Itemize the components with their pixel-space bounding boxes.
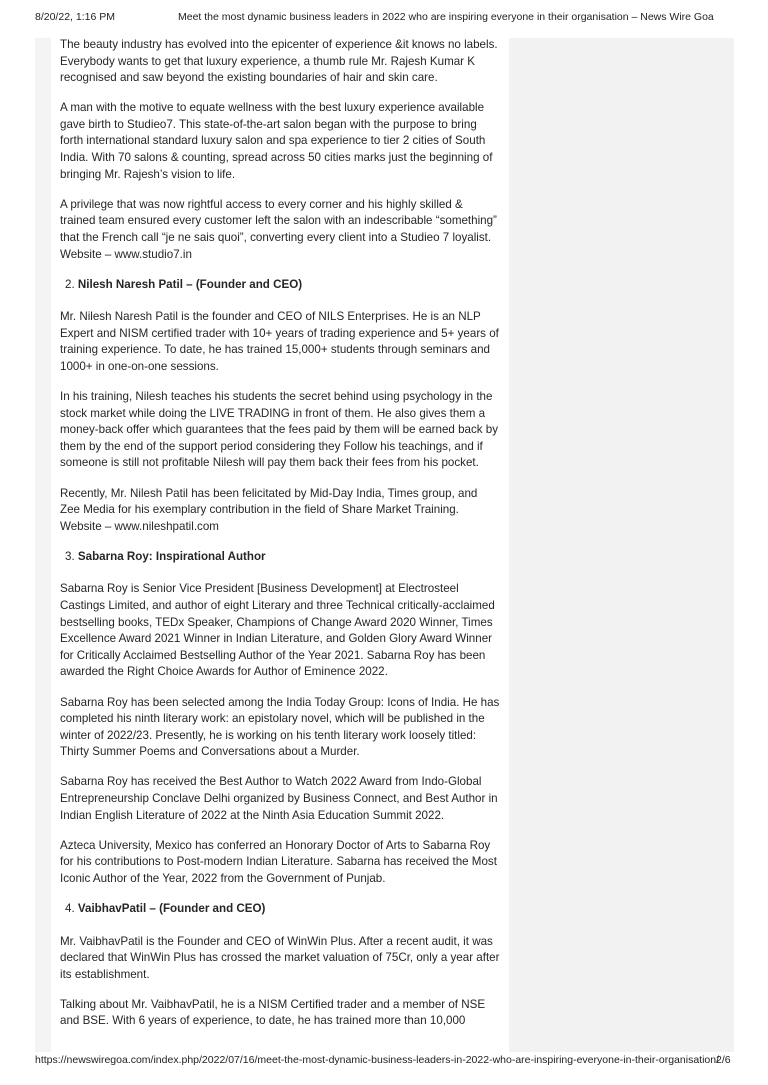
- paragraph: A privilege that was now rightful access to every corner and his highly skilled & trained team ensured every customer left the salon with an indescribable “something” that the French call “je ne sais quoi”, converting every client into a Studieo 7 loyalist. Website – www.studio7.in: [60, 197, 497, 261]
- paragraph: In his training, Nilesh teaches his students the secret behind using psychology in the stock market while doing the LIVE TRADING in front of them. He also gives them a money-back offer which guarantees that the fees paid by them will be earned back by them by the end of the support period considering they Follow his teachings, and if someone is still not profitable Nilesh will pay them back their fees from his pocket.: [60, 390, 499, 470]
- section-heading: [60, 549, 500, 566]
- paragraph: A man with the motive to equate wellness with the best luxury experience available gave birth to Studieo7. This state-of-the-art salon began with the purpose to bring forth international standard luxury salon and spa experience to tier 2 cities of South India. With 70 salons & counting, spread across 50 cities marks just the beginning of bringing Mr. Rajesh’s vision to life.: [60, 101, 493, 181]
- paragraph: The beauty industry has evolved into the epicenter of experience &it knows no labels. Everybody wants to get that luxury experience, a thumb rule Mr. Rajesh Kumar K recognised and saw beyond the existing boundaries of hair and skin care.: [60, 38, 498, 85]
- section-title: Nilesh Naresh Patil – (Founder and CEO): [77, 277, 303, 291]
- paragraph: Sabarna Roy has received the Best Author to Watch 2022 Award from Indo-Global Entrepreneurship Conclave Delhi organized by Business Connect, and Best Author in Indian English Literature of 2022 at the Ninth Asia Education Summit 2022.: [60, 775, 498, 822]
- paragraph: Sabarna Roy has been selected among the India Today Group: Icons of India. He has completed his ninth literary work: an epistolary novel, which will be published in the winter of 2022/23. Presently, he is working on his tenth literary work loosely titled: Thirty Summer Poems and Conversations about a Murder.: [60, 695, 500, 759]
- print-datetime: 8/20/22, 1:16 PM: [35, 11, 115, 23]
- section-number: 4.: [65, 901, 75, 915]
- article-body: [60, 37, 500, 1044]
- paragraph: Sabarna Roy is Senior Vice President [Business Development] at Electrosteel Castings Limited, and author of eight Literary and three Technical critically-acclaimed bestselling books, TEDx Speaker, Champions of Change Award 2020 Winner, Times Excellence Award 2021 Winner in Indian Literature, and Golden Glory Award Winner for Critically Acclaimed Bestselling Author of the Year 2021. Sabarna Roy has been awarded the Right Choice Awards for Author of Eminence 2022.: [60, 582, 495, 679]
- paragraph: Mr. VaibhavPatil is the Founder and CEO of WinWin Plus. After a recent audit, it was declared that WinWin Plus has crossed the market valuation of 75Cr, only a year after its establishment.: [60, 934, 500, 981]
- print-header: [0, 0, 768, 30]
- section-number: 3.: [65, 549, 75, 563]
- section-title: VaibhavPatil – (Founder and CEO): [77, 901, 266, 915]
- print-url: https://newswiregoa.com/index.php/2022/07/16/meet-the-most-dynamic-business-leaders-in-2022-who-are-inspiring-everyone-in-their-organisation/: [35, 1054, 720, 1066]
- print-footer: [0, 1052, 768, 1082]
- paragraph: Azteca University, Mexico has conferred an Honorary Doctor of Arts to Sabarna Roy for his contributions to Post-modern Indian Literature. Sabarna has received the Most Iconic Author of the Year, 2022 from the Government of Punjab.: [60, 838, 497, 885]
- paragraph: Talking about Mr. VaibhavPatil, he is a NISM Certified trader and a member of NSE and BSE. With 6 years of experience, to date, he has trained more than 10,000: [60, 997, 486, 1028]
- page-number: 2/6: [716, 1054, 731, 1066]
- paragraph: Mr. Nilesh Naresh Patil is the founder and CEO of NILS Enterprises. He is an NLP Expert and NISM certified trader with 10+ years of trading experience and 5+ years of training experience. To date, he has trained 15,000+ students through seminars and 1000+ in one-on-one sessions.: [60, 310, 499, 373]
- section-heading: [60, 277, 500, 294]
- left-margin-strip: [35, 38, 51, 1052]
- section-number: 2.: [65, 277, 75, 291]
- print-page-title: Meet the most dynamic business leaders in 2022 who are inspiring everyone in their organisation – News Wire Goa: [178, 11, 714, 23]
- sidebar-area: [509, 38, 734, 1052]
- section-title: Sabarna Roy: Inspirational Author: [77, 549, 266, 563]
- section-heading: [60, 901, 500, 918]
- paragraph: Recently, Mr. Nilesh Patil has been felicitated by Mid-Day India, Times group, and Zee Media for his exemplary contribution in the field of Share Market Training. Website – www.nileshpatil.com: [60, 486, 478, 533]
